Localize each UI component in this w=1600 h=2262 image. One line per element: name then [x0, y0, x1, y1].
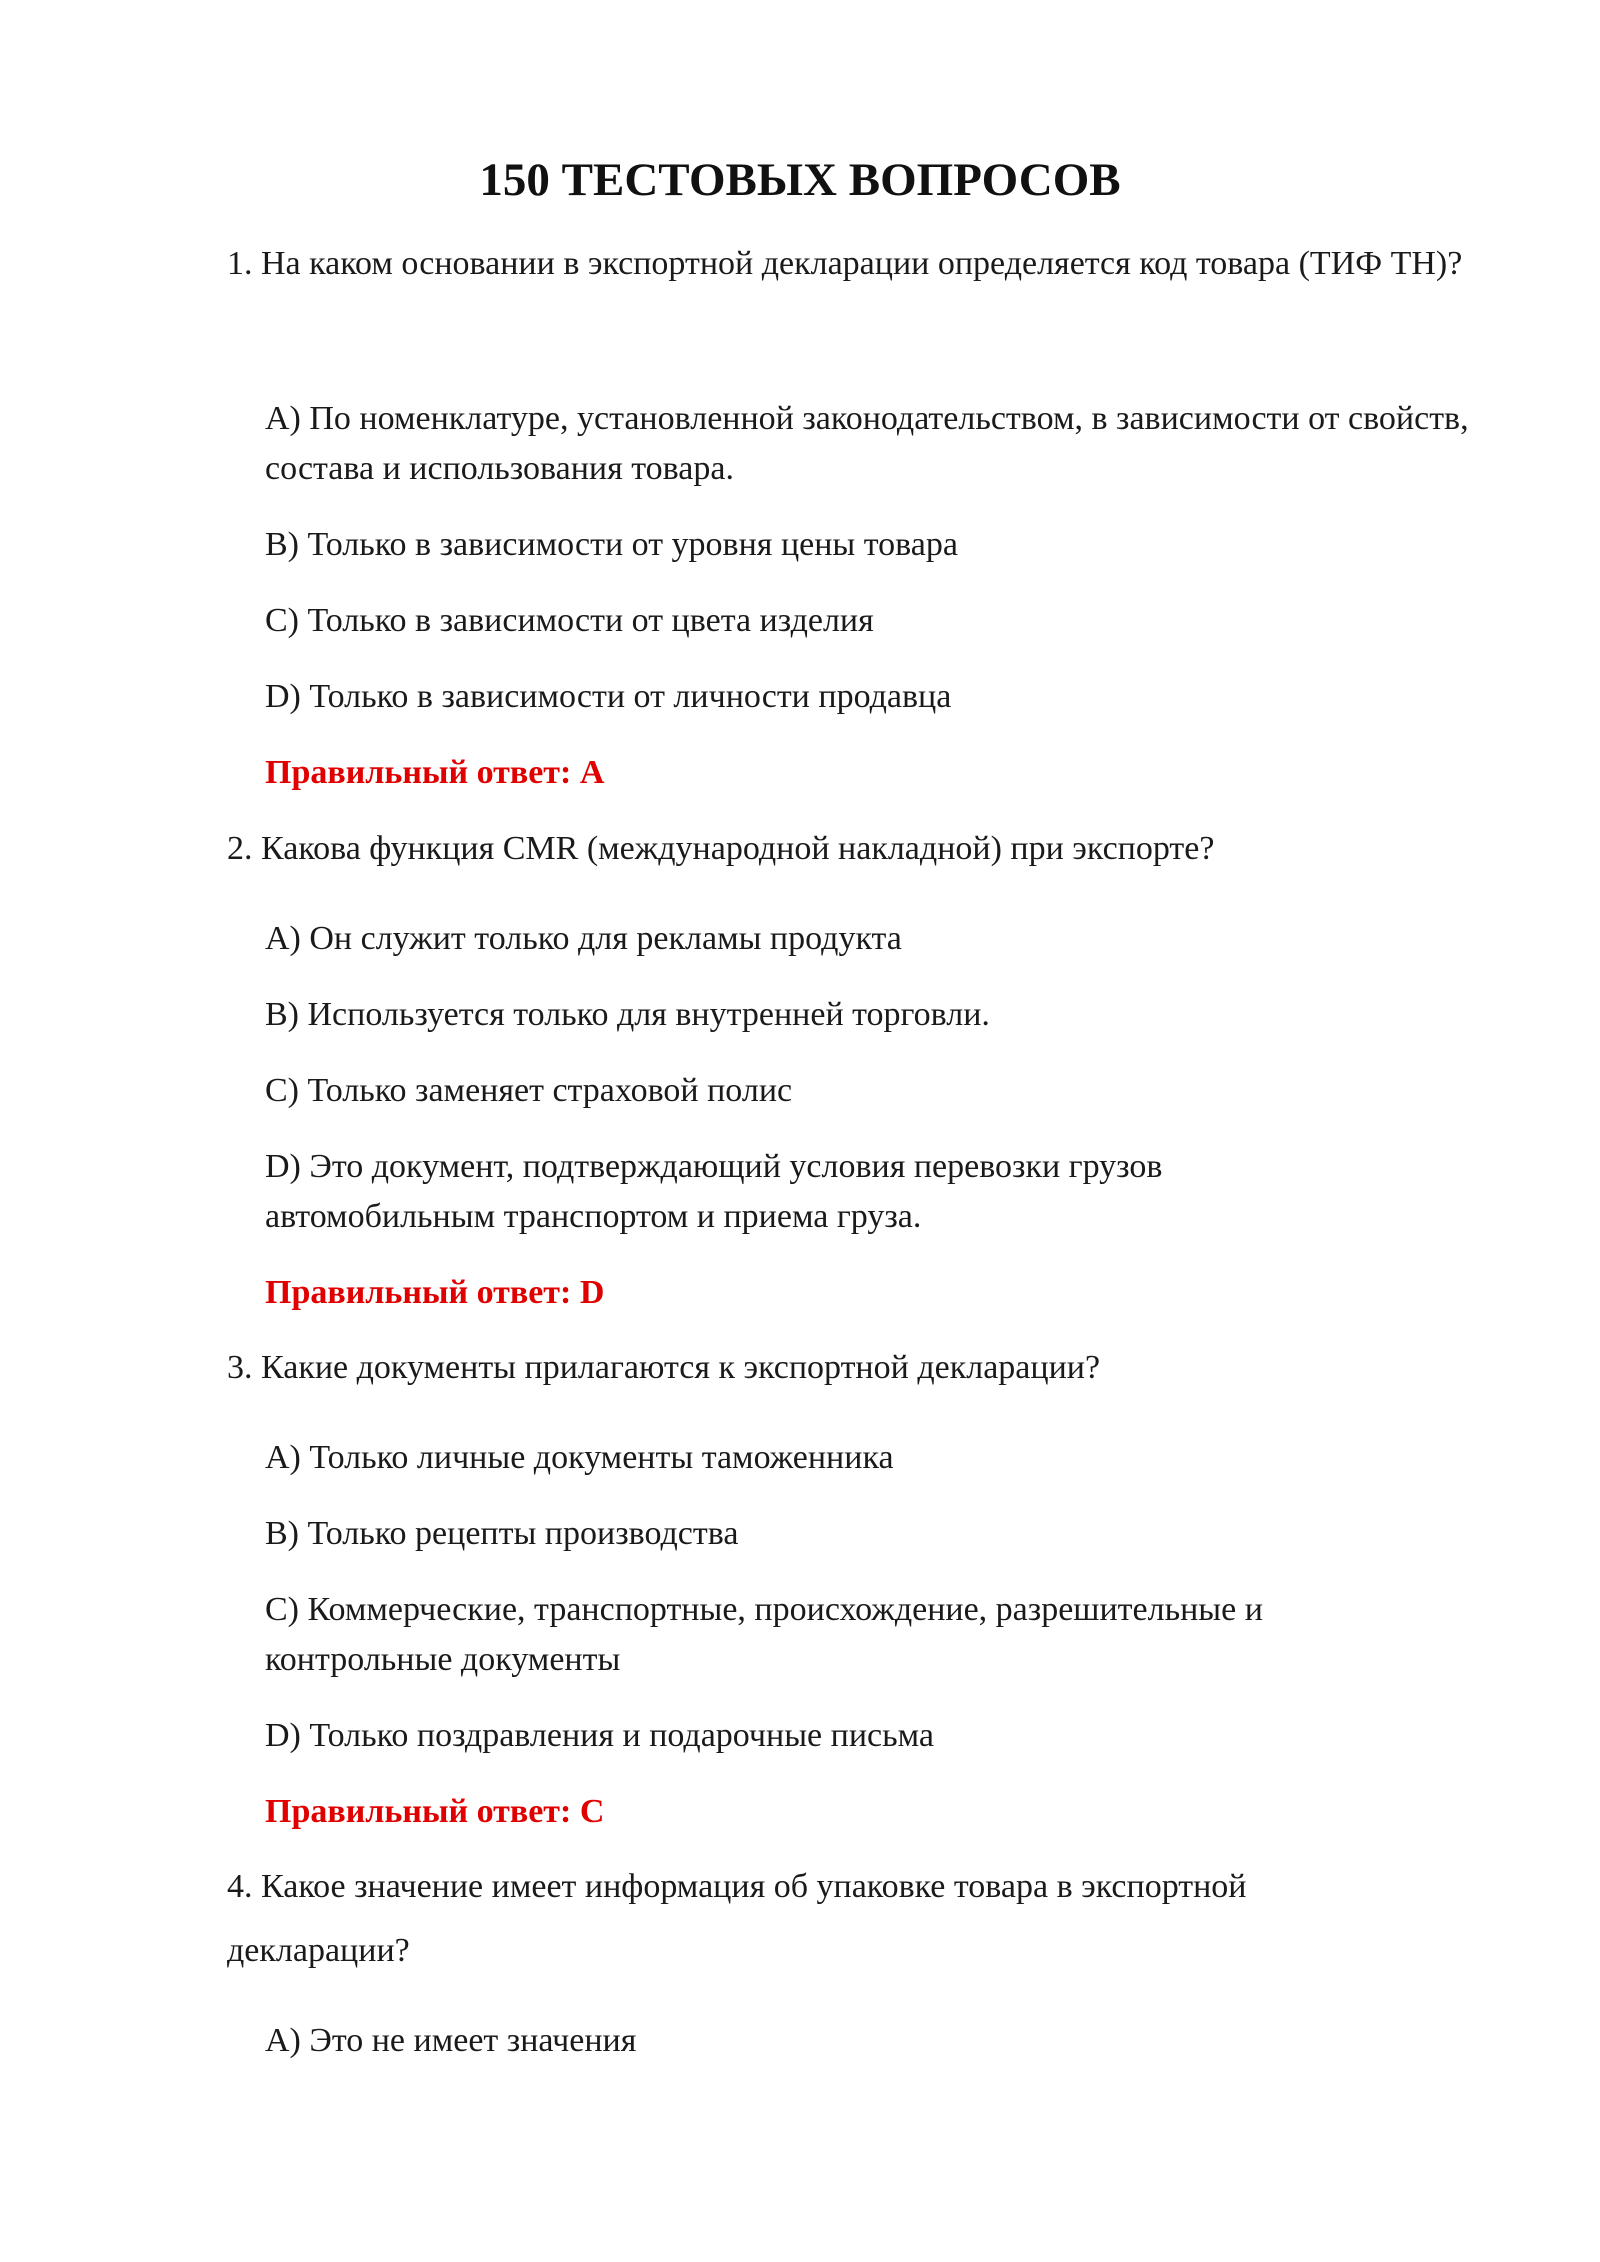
answer-option: A) По номенклатуре, установленной законодательством, в зависимости от свойств, состава и использования товара.	[265, 400, 1469, 487]
answer-option: D) Только в зависимости от личности продавца	[265, 678, 952, 715]
question-text: 1. На каком основании в экспортной декларации определяется код товара (ТИФ ТН)?	[227, 245, 1463, 282]
answer-option: A) Он служит только для рекламы продукта	[265, 920, 902, 957]
question-text: 4. Какое значение имеет информация об упаковке товара в экспортной декларации?	[227, 1868, 1247, 1969]
answer-option: C) Коммерческие, транспортные, происхождение, разрешительные и контрольные документы	[265, 1591, 1263, 1678]
answer-option: A) Только личные документы таможенника	[265, 1439, 894, 1476]
answer-option: D) Только поздравления и подарочные письма	[265, 1717, 935, 1754]
correct-answer: Правильный ответ: C	[265, 1793, 605, 1830]
question-text: 2. Какова функция CMR (международной накладной) при экспорте?	[227, 830, 1215, 867]
answer-option: C) Только заменяет страховой полис	[265, 1072, 793, 1109]
answer-option: D) Это документ, подтверждающий условия перевозки грузов автомобильным транспортом и приема груза.	[265, 1148, 1163, 1235]
correct-answer: Правильный ответ: D	[265, 1274, 605, 1311]
answer-option: B) Только в зависимости от уровня цены товара	[265, 526, 958, 563]
question-text: 3. Какие документы прилагаются к экспортной декларации?	[227, 1349, 1101, 1386]
correct-answer: Правильный ответ: A	[265, 754, 605, 791]
answer-option: C) Только в зависимости от цвета изделия	[265, 602, 874, 639]
answer-option: B) Только рецепты производства	[265, 1515, 739, 1552]
document-title: 150 ТЕСТОВЫХ ВОПРОСОВ	[479, 154, 1121, 206]
answer-option: B) Используется только для внутренней торговли.	[265, 996, 990, 1033]
answer-option: A) Это не имеет значения	[265, 2022, 637, 2059]
